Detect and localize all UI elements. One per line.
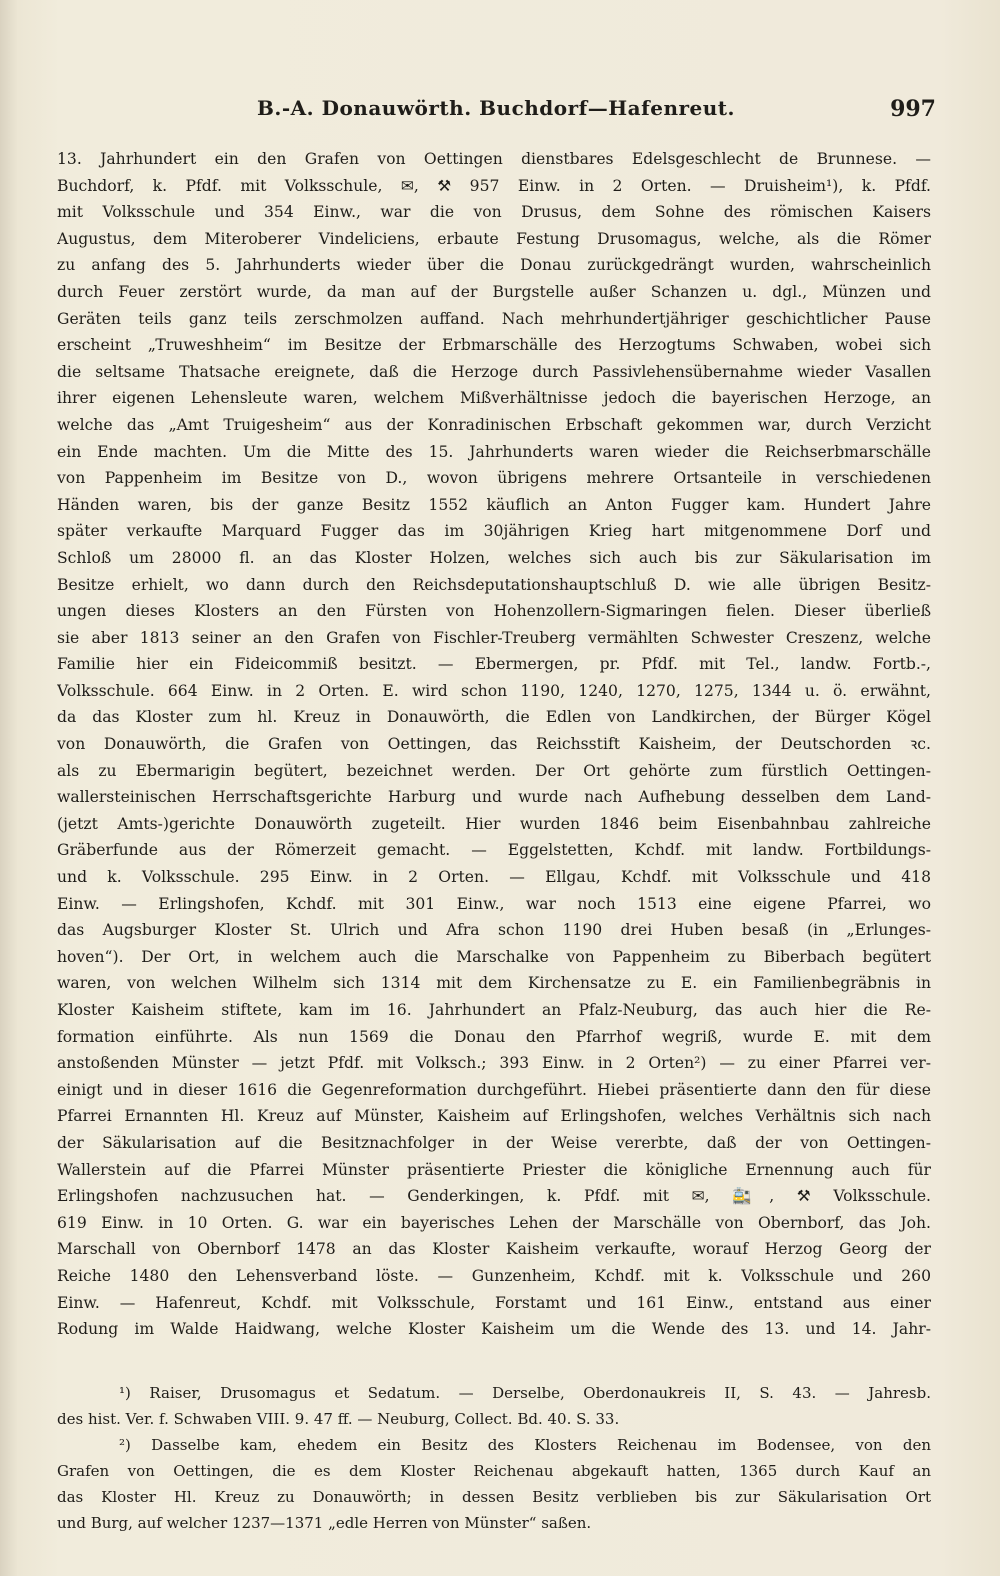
footnotes [57, 1380, 931, 1536]
text-line: anstoßenden Münster — jetzt Pfdf. mit Volksch.; 393 Einw. in 2 Orten²) — zu einer Pfarrei ver- [57, 1054, 931, 1073]
text-line: als zu Ebermarigin begütert, bezeichnet werden. Der Ort gehörte zum fürstlich Oettingen- [57, 761, 931, 780]
text-line: Volksschule. 664 Einw. in 2 Orten. E. wird schon 1190, 1240, 1270, 1275, 1344 u. ö. erwähnt, [57, 681, 931, 700]
text-line: ungen dieses Klosters an den Fürsten von Hohenzollern-Sigmaringen fielen. Dieser überließ [57, 602, 931, 621]
footnote-line: und Burg, auf welcher 1237—1371 „edle Herren von Münster“ saßen. [57, 1514, 592, 1532]
text-line: Wallerstein auf die Pfarrei Münster präsentierte Priester die königliche Ernennung auch für [57, 1160, 931, 1179]
text-line: später verkaufte Marquard Fugger das im 30jährigen Krieg hart mitgenommene Dorf und [57, 522, 931, 541]
text-line: das Augsburger Kloster St. Ulrich und Afra schon 1190 drei Huben besaß (in „Erlunges- [57, 921, 931, 940]
text-line: 13. Jahrhundert ein den Grafen von Oettingen dienstbares Edelsgeschlecht de Brunnese. — [57, 150, 931, 168]
text-line: Familie hier ein Fideicommiß besitzt. — Ebermergen, pr. Pfdf. mit Tel., landw. Fortb.-, [57, 655, 931, 674]
text-line: Erlingshofen nachzusuchen hat. — Genderkingen, k. Pfdf. mit ✉, 🚉, ⚒ Volksschule. [57, 1187, 931, 1206]
text-line: Marschall von Obernborf 1478 an das Kloster Kaisheim verkaufte, worauf Herzog Georg der [57, 1240, 931, 1259]
text-line: von Donauwörth, die Grafen von Oettingen, das Reichsstift Kaisheim, der Deutschorden ꝛc. [57, 735, 931, 754]
text-line: welche das „Amt Truigesheim“ aus der Konradinischen Erbschaft gekommen war, durch Verzicht [57, 415, 931, 434]
text-line: waren, von welchen Wilhelm sich 1314 mit dem Kirchensatze zu E. ein Familienbegräbnis in [57, 974, 931, 993]
text-line: die seltsame Thatsache ereignete, daß die Herzoge durch Passivlehensübernahme wieder Vasallen [57, 362, 931, 381]
running-head: B.-A. Donauwörth. Buchdorf—Hafenreut. [257, 96, 735, 120]
text-line: von Pappenheim im Besitze von D., wovon übrigens mehrere Ortsanteile in verschiedenen [57, 469, 931, 488]
text-line: Gräberfunde aus der Römerzeit gemacht. — Eggelstetten, Kchdf. mit landw. Fortbildungs- [57, 841, 931, 860]
text-line: durch Feuer zerstört wurde, da man auf der Burgstelle außer Schanzen u. dgl., Münzen und [57, 282, 931, 301]
text-line: Schloß um 28000 fl. an das Kloster Holzen, welches sich auch bis zur Säkularisation im [57, 548, 931, 567]
text-line: Geräten teils ganz teils zerschmolzen auffand. Nach mehrhundertjähriger geschichtlicher Pause [57, 309, 931, 328]
text-line: mit Volksschule und 354 Einw., war die von Drusus, dem Sohne des römischen Kaisers [57, 203, 931, 222]
text-line: Rodung im Walde Haidwang, welche Kloster Kaisheim um die Wende des 13. und 14. Jahr- [57, 1320, 931, 1339]
footnote-line: das Kloster Hl. Kreuz zu Donauwörth; in dessen Besitz verblieben bis zur Säkularisation Ort [57, 1488, 931, 1506]
text-line: ihrer eigenen Lehensleute waren, welchem Mißverhältnisse jedoch die bayerischen Herzoge, an [57, 389, 931, 408]
text-line: da das Kloster zum hl. Kreuz in Donauwörth, die Edlen von Landkirchen, der Bürger Kögel [57, 708, 931, 727]
text-line: 619 Einw. in 10 Orten. G. war ein bayerisches Lehen der Marschälle von Obernborf, das Joh. [57, 1213, 931, 1232]
main-text [57, 146, 931, 1343]
text-line: Einw. — Hafenreut, Kchdf. mit Volksschule, Forstamt und 161 Einw., entstand aus einer [57, 1293, 931, 1312]
footnote-line: ²) Dasselbe kam, ehedem ein Besitz des Klosters Reichenau im Bodensee, von den [119, 1436, 931, 1454]
text-line: (jetzt Amts-)gerichte Donauwörth zugeteilt. Hier wurden 1846 beim Eisenbahnbau zahlreiche [57, 814, 931, 833]
text-line: Pfarrei Ernannten Hl. Kreuz auf Münster, Kaisheim auf Erlingshofen, welches Verhältnis sich nach [57, 1107, 931, 1126]
text-line: hoven“). Der Ort, in welchem auch die Marschalke von Pappenheim zu Biberbach begütert [57, 947, 931, 966]
page-header [56, 92, 936, 128]
text-line: formation einführte. Als nun 1569 die Donau den Pfarrhof wegriß, wurde E. mit dem [57, 1027, 931, 1046]
text-line: einigt und in dieser 1616 die Gegenreformation durchgeführt. Hiebei präsentierte dann den für diese [57, 1080, 931, 1099]
text-line: Augustus, dem Miteroberer Vindeliciens, erbaute Festung Drusomagus, welche, als die Römer [57, 229, 931, 248]
text-line: Einw. — Erlingshofen, Kchdf. mit 301 Einw., war noch 1513 eine eigene Pfarrei, wo [57, 894, 931, 913]
page-number: 997 [890, 96, 936, 122]
footnote-line: ¹) Raiser, Drusomagus et Sedatum. — Derselbe, Oberdonaukreis II, S. 43. — Jahresb. [119, 1384, 931, 1402]
text-line: Kloster Kaisheim stiftete, kam im 16. Jahrhundert an Pfalz-Neuburg, das auch hier die Re- [57, 1001, 931, 1019]
text-line: Reiche 1480 den Lehensverband löste. — Gunzenheim, Kchdf. mit k. Volksschule und 260 [57, 1266, 931, 1285]
footnote-line: Grafen von Oettingen, die es dem Kloster Reichenau abgekauft hatten, 1365 durch Kauf an [57, 1462, 931, 1480]
text-line: wallersteinischen Herrschaftsgerichte Harburg und wurde nach Aufhebung desselben dem Land- [57, 788, 931, 807]
text-line: ein Ende machten. Um die Mitte des 15. Jahrhunderts waren wieder die Reichserbmarschälle [57, 442, 931, 461]
text-line: Besitze erhielt, wo dann durch den Reichsdeputationshauptschluß D. wie alle übrigen Besitz- [57, 575, 931, 594]
text-line: Händen waren, bis der ganze Besitz 1552 käuflich an Anton Fugger kam. Hundert Jahre [57, 495, 931, 514]
text-line: erscheint „Truweshheim“ im Besitze der Erbmarschälle des Herzogtums Schwaben, wobei sich [57, 336, 931, 355]
text-line: sie aber 1813 seiner an den Grafen von Fischler-Treuberg vermählten Schwester Creszenz, welche [57, 628, 931, 647]
text-line: Buchdorf, k. Pfdf. mit Volksschule, ✉, ⚒ 957 Einw. in 2 Orten. — Druisheim¹), k. Pfdf. [57, 176, 931, 195]
text-line: und k. Volksschule. 295 Einw. in 2 Orten. — Ellgau, Kchdf. mit Volksschule und 418 [57, 868, 931, 887]
text-line: zu anfang des 5. Jahrhunderts wieder über die Donau zurückgedrängt wurden, wahrscheinlich [57, 256, 931, 275]
text-line: der Säkularisation auf die Besitznachfolger in der Weise vererbte, daß der von Oettingen- [57, 1133, 931, 1152]
footnote-line: des hist. Ver. f. Schwaben VIII. 9. 47 ff. — Neuburg, Collect. Bd. 40. S. 33. [57, 1410, 620, 1428]
